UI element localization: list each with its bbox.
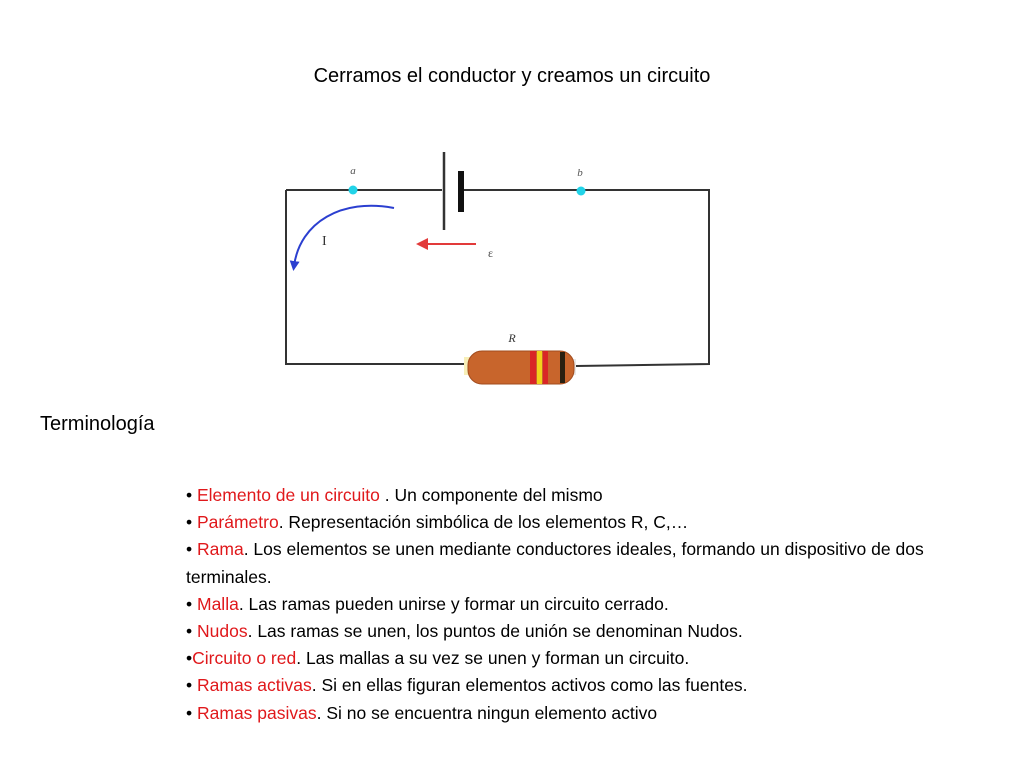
- slide-title: Cerramos el conductor y creamos un circuito: [313, 65, 711, 87]
- bullet: •: [186, 539, 197, 560]
- bullet: •: [186, 648, 193, 669]
- term-item: [186, 591, 946, 618]
- circuit-diagram: [272, 150, 732, 390]
- term-item: [186, 482, 946, 509]
- circuit-wires: [286, 190, 709, 366]
- term-name: Ramas pasivas: [197, 702, 317, 723]
- resistor-label: R: [508, 331, 516, 345]
- current-label: I: [322, 234, 327, 249]
- battery-icon: [444, 152, 464, 230]
- node-a-label: a: [350, 165, 356, 177]
- term-description: . Si en ellas figuran elementos activos como las fuentes.: [311, 675, 748, 696]
- term-description: . Las ramas se unen, los puntos de unión se denominan Nudos.: [247, 621, 743, 642]
- term-description: . Un componente del mismo: [379, 485, 603, 505]
- term-description: . Los elementos se unen mediante conductores ideales, formando un dispositivo de dos terminales.: [186, 539, 924, 587]
- term-name: Malla: [197, 593, 239, 614]
- bullet: •: [186, 621, 197, 642]
- term-item: [186, 672, 946, 699]
- section-heading: Terminología: [40, 413, 155, 435]
- bullet: •: [186, 485, 197, 505]
- emf-arrow-icon: [416, 238, 476, 250]
- node-a-dot: [349, 186, 358, 195]
- term-name: Ramas activas: [197, 675, 312, 696]
- node-b-label: b: [577, 167, 583, 179]
- current-arrow-icon: [294, 206, 394, 266]
- term-item: [186, 536, 946, 590]
- term-description: . Las ramas pueden unirse y formar un circuito cerrado.: [238, 593, 669, 614]
- term-description: . Representación simbólica de los elementos R, C,…: [278, 512, 689, 533]
- term-name: Elemento de un circuito: [197, 485, 380, 505]
- bullet: •: [186, 675, 197, 696]
- term-item: [186, 618, 946, 645]
- term-item: [186, 645, 946, 672]
- term-name: Nudos: [197, 621, 248, 642]
- terminology-list: [186, 482, 946, 727]
- bullet: •: [186, 593, 197, 614]
- emf-label: ε: [488, 246, 494, 260]
- term-item: [186, 509, 946, 536]
- term-name: Rama: [197, 539, 244, 560]
- node-b-dot: [577, 187, 586, 196]
- term-description: . Si no se encuentra ningun elemento activo: [316, 702, 658, 723]
- resistor-icon: [464, 351, 576, 384]
- term-name: Circuito o red: [192, 648, 297, 669]
- bullet: •: [186, 512, 197, 533]
- term-name: Parámetro: [197, 512, 279, 533]
- term-item: [186, 700, 946, 727]
- term-description: . Las mallas a su vez se unen y forman un circuito.: [296, 648, 690, 669]
- bullet: •: [186, 702, 197, 723]
